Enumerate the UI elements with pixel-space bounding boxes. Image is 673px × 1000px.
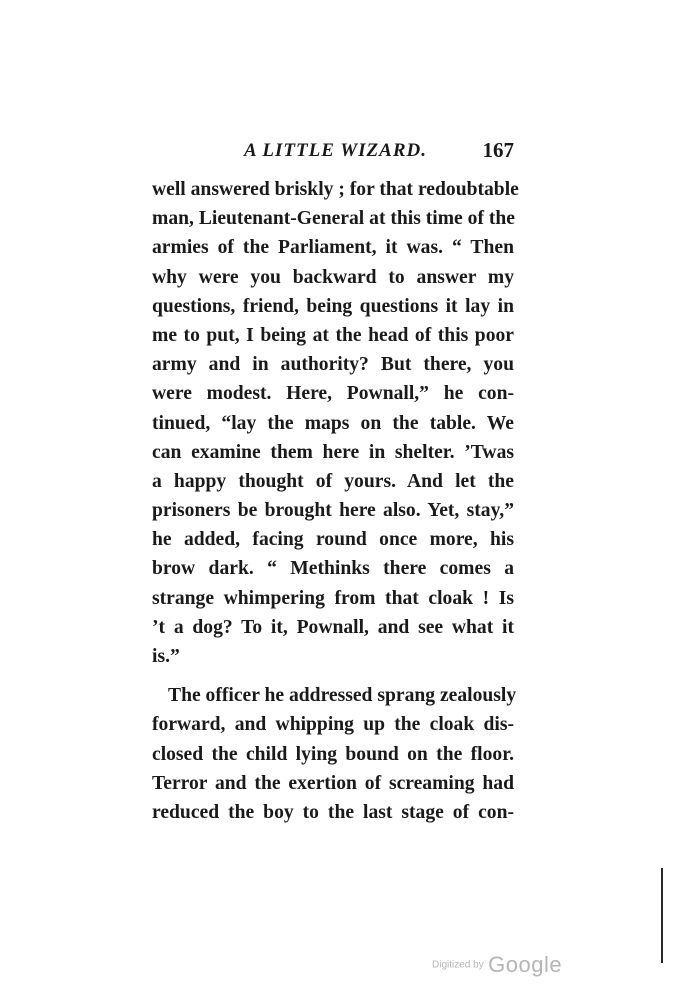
text-line: why were you backward to answer my	[152, 266, 514, 288]
text-line: strange whimpering from that cloak ! Is	[152, 587, 514, 609]
text-line: reduced the boy to the last stage of con-	[152, 801, 514, 823]
watermark-prefix: Digitized by	[432, 959, 484, 971]
text-line: were modest. Here, Pownall,” he con-	[152, 383, 514, 405]
text-line: a happy thought of yours. And let the	[152, 470, 514, 492]
text-line: forward, and whipping up the cloak dis-	[152, 714, 514, 736]
text-line: well answered briskly ; for that redoubtable	[152, 179, 519, 200]
text-line: he added, facing round once more, his	[152, 529, 514, 551]
text-line: closed the child lying bound on the floor.	[152, 743, 514, 765]
text-line: is.”	[152, 646, 180, 667]
text-line: questions, friend, being questions it lay in	[152, 295, 514, 317]
watermark-logo: Google	[488, 952, 563, 977]
text-line: brow dark. “ Methinks there comes a	[152, 558, 514, 580]
running-title: A LITTLE WIZARD.	[244, 140, 427, 161]
text-line: The officer he addressed sprang zealously	[168, 685, 517, 707]
paragraph-2	[152, 681, 517, 827]
paragraph-1	[152, 175, 519, 671]
text-line: ’t a dog? To it, Pownall, and see what it	[152, 616, 514, 638]
text-line: armies of the Parliament, it was. “ Then	[152, 237, 514, 259]
text-line: prisoners be brought here also. Yet, stay,”	[152, 500, 514, 522]
text-line: army and in authority? But there, you	[152, 354, 514, 376]
text-line: me to put, I being at the head of this poor	[152, 324, 514, 346]
text-line: Terror and the exertion of screaming had	[152, 772, 514, 794]
text-line: man, Lieutenant-General at this time of the	[152, 208, 515, 230]
margin-rule	[661, 868, 663, 963]
text-line: can examine them here in shelter. ’Twas	[152, 441, 514, 463]
digitization-watermark	[432, 952, 562, 978]
text-line: tinued, “lay the maps on the table. We	[152, 412, 514, 434]
page-number: 167	[482, 138, 514, 162]
page-header	[152, 140, 514, 168]
body-text	[152, 175, 519, 827]
paragraph-gap	[152, 671, 514, 681]
